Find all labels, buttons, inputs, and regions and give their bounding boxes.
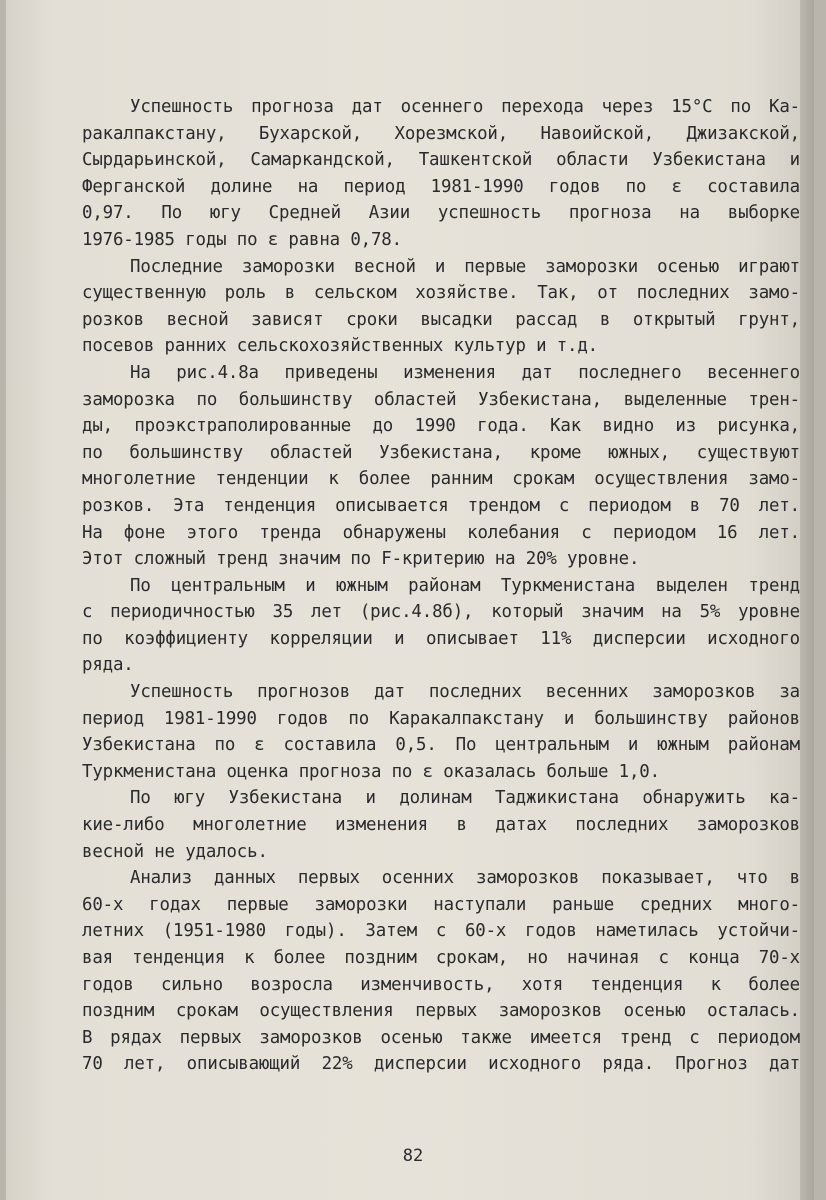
text-line: розков. Эта тенденция описывается трендом с периодом в 70 лет. bbox=[82, 495, 800, 516]
text-line: По центральным и южным районам Туркменистана выделен тренд bbox=[130, 575, 800, 596]
text-line: существенную роль в сельском хозяйстве. Так, от последних замо- bbox=[82, 283, 800, 304]
text-line: заморозка по большинству областей Узбекистана, выделенные трен- bbox=[82, 389, 800, 410]
text-line: 0,97. По югу Средней Азии успешность прогноза на выборке bbox=[82, 203, 800, 224]
text-line: ракалпакстану, Бухарской, Хорезмской, Навоийской, Джизакской, bbox=[82, 123, 800, 144]
text-line: Ферганской долине на период 1981-1990 годов по ε составила bbox=[82, 176, 800, 197]
text-line: период 1981-1990 годов по Каракалпакстану и большинству районов bbox=[82, 708, 800, 729]
text-line: с периодичностью 35 лет (рис.4.8б), который значим на 5% уровне bbox=[82, 602, 800, 623]
text-line: На рис.4.8а приведены изменения дат последнего весеннего bbox=[130, 362, 800, 383]
text-line: Последние заморозки весной и первые заморозки осенью играют bbox=[130, 256, 800, 277]
text-line: По югу Узбекистана и долинам Таджикистана обнаружить ка- bbox=[130, 788, 800, 809]
text-line: ряда. bbox=[82, 655, 134, 676]
text-line: 60-х годах первые заморозки наступали раньше средних много- bbox=[82, 894, 800, 915]
text-line: Успешность прогноза дат осеннего перехода через 15°С по Ка- bbox=[130, 97, 800, 117]
text-line: Узбекистана по ε составила 0,5. По центральным и южным районам bbox=[82, 735, 800, 756]
text-line: многолетние тенденции к более ранним срокам осуществления замо- bbox=[82, 469, 800, 490]
body-text bbox=[82, 94, 800, 1078]
text-line: вая тенденция к более поздним срокам, но начиная с конца 70-х bbox=[82, 948, 800, 968]
text-line: Туркменистана оценка прогноза по ε оказалась больше 1,0. bbox=[82, 761, 660, 782]
text-line: На фоне этого тренда обнаружены колебания с периодом 16 лет. bbox=[82, 522, 800, 543]
text-line: 70 лет, описывающий 22% дисперсии исходного ряда. Прогноз дат bbox=[82, 1054, 800, 1075]
page-edge-shadow bbox=[800, 0, 814, 1200]
text-line: поздним срокам осуществления первых заморозков осенью осталась. bbox=[82, 1001, 800, 1022]
text-line: посевов ранних сельскохозяйственных культур и т.д. bbox=[82, 336, 599, 357]
text-line: Успешность прогнозов дат последних весенних заморозков за bbox=[130, 682, 800, 703]
text-line: Этот сложный тренд значим по F-критерию на 20% уровне. bbox=[82, 549, 640, 570]
text-line: ды, проэкстраполированные до 1990 года. Как видно из рисунка, bbox=[82, 416, 800, 437]
text-line: летних (1951-1980 годы). Затем с 60-х годов наметилась устойчи- bbox=[82, 921, 800, 942]
text-line: розков весной зависят сроки высадки рассад в открытый грунт, bbox=[82, 309, 800, 330]
text-line: весной не удалось. bbox=[82, 841, 268, 862]
text-line: по большинству областей Узбекистана, кроме южных, существуют bbox=[82, 442, 800, 463]
text-line: кие-либо многолетние изменения в датах последних заморозков bbox=[82, 815, 800, 836]
text-line: В рядах первых заморозков осенью также имеется тренд с периодом bbox=[82, 1027, 800, 1048]
text-line: годов сильно возросла изменчивость, хотя тенденция к более bbox=[82, 974, 800, 995]
text-line: Анализ данных первых осенних заморозков показывает, что в bbox=[130, 868, 800, 889]
text-line: Сырдарьинской, Самаркандской, Ташкентской области Узбекистана и bbox=[82, 150, 800, 171]
text-line: по коэффициенту корреляции и описывает 11% дисперсии исходного bbox=[82, 628, 800, 649]
text-line: 1976-1985 годы по ε равна 0,78. bbox=[82, 229, 402, 250]
page-number: 82 bbox=[402, 1146, 424, 1166]
